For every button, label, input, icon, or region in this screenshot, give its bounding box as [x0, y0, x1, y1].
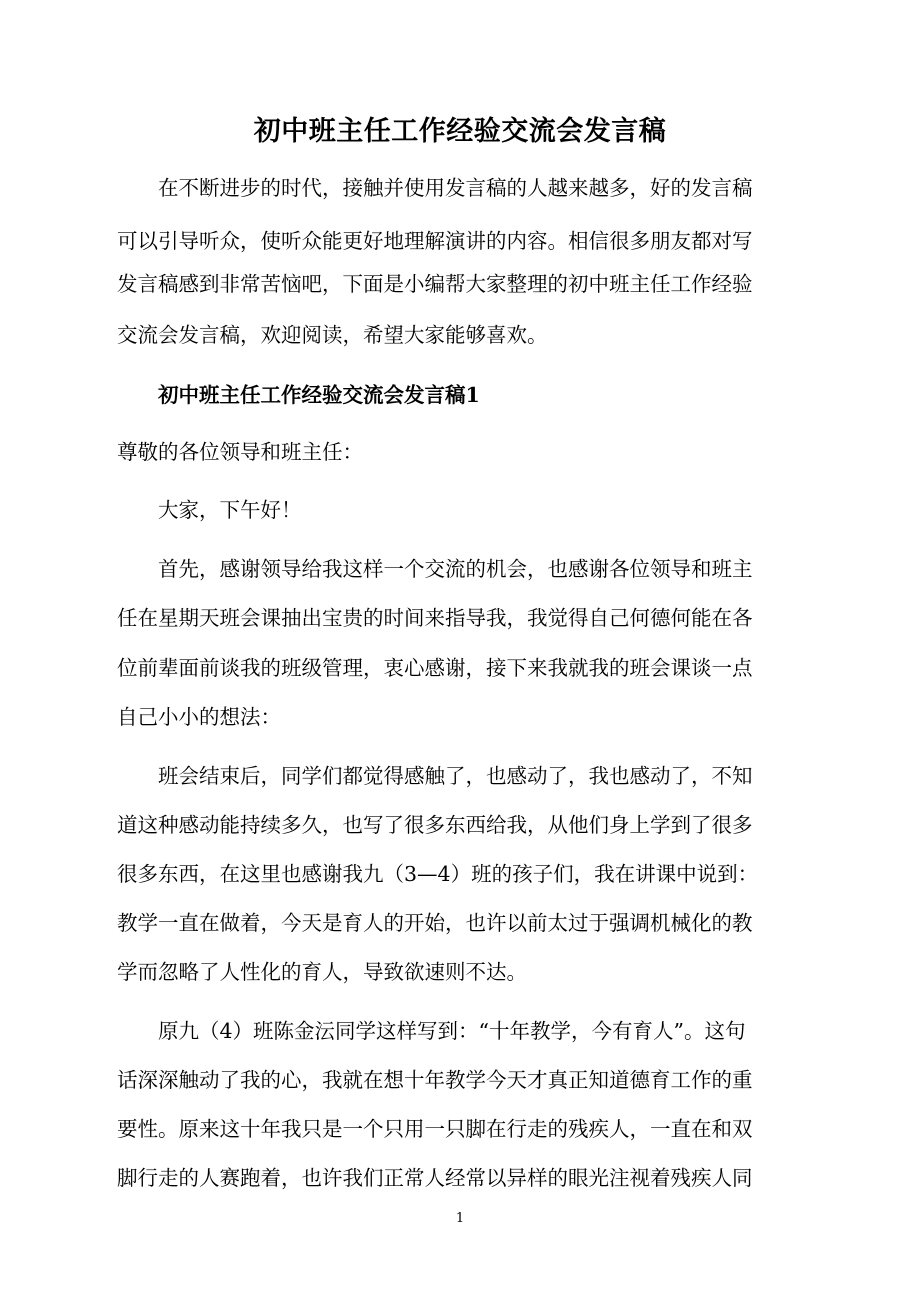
- paragraph-line: 道这种感动能持续多久，也写了很多东西给我，从他们身上学到了很多: [117, 813, 753, 837]
- paragraph-line: 学而忽略了人性化的育人，导致欲速则不达。: [117, 960, 527, 984]
- paragraph-line: 原九（4）班陈金沄同学这样写到：“十年教学，今有育人”。这句: [158, 1019, 746, 1043]
- page-number: 1: [455, 1211, 465, 1226]
- intro-line: 在不断进步的时代，接触并使用发言稿的人越来越多，好的发言稿: [158, 176, 753, 200]
- paragraph-line: 要性。原来这十年我只是一个只用一只脚在行走的残疾人，一直在和双: [117, 1117, 753, 1141]
- document-title: 初中班主任工作经验交流会发言稿: [253, 116, 667, 147]
- intro-line: 交流会发言稿，欢迎阅读，希望大家能够喜欢。: [117, 323, 548, 347]
- paragraph-line: 很多东西，在这里也感谢我九（3—4）班的孩子们，我在讲课中说到：: [117, 862, 759, 886]
- paragraph-line: 脚行走的人赛跑着，也许我们正常人经常以异样的眼光注视着残疾人同: [117, 1166, 753, 1190]
- intro-line: 可以引导听众，使听众能更好地理解演讲的内容。相信很多朋友都对写: [117, 229, 753, 253]
- section-heading: 初中班主任工作经验交流会发言稿1: [158, 383, 480, 407]
- intro-line: 发言稿感到非常苦恼吧，下面是小编帮大家整理的初中班主任工作经验: [117, 272, 753, 296]
- paragraph-line: 位前辈面前谈我的班级管理，衷心感谢，接下来我就我的班会课谈一点: [117, 656, 753, 680]
- salutation: 尊敬的各位领导和班主任：: [117, 440, 363, 464]
- paragraph-line: 自己小小的想法：: [117, 705, 281, 729]
- paragraph-line: 任在星期天班会课抽出宝贵的时间来指导我，我觉得自己何德何能在各: [117, 606, 753, 630]
- paragraph-line: 教学一直在做着，今天是育人的开始，也许以前太过于强调机械化的教: [117, 911, 753, 935]
- greeting: 大家，下午好！: [158, 498, 302, 522]
- paragraph-line: 班会结束后，同学们都觉得感触了，也感动了，我也感动了，不知: [158, 764, 753, 788]
- paragraph-line: 首先，感谢领导给我这样一个交流的机会，也感谢各位领导和班主: [158, 557, 753, 581]
- paragraph-line: 话深深触动了我的心，我就在想十年教学今天才真正知道德育工作的重: [117, 1068, 753, 1092]
